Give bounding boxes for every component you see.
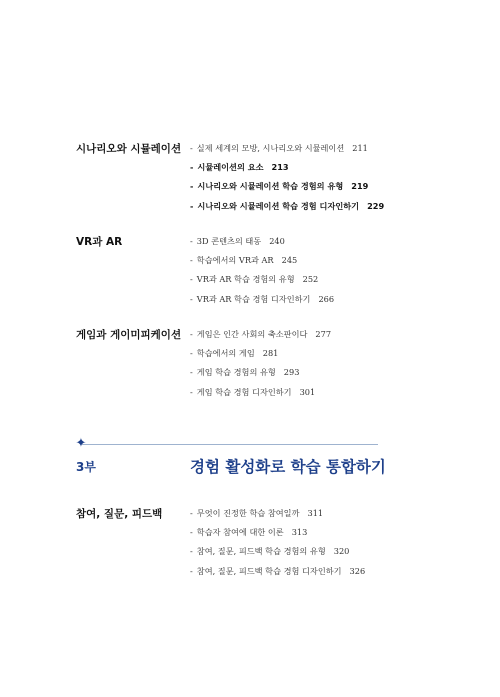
- entry-page: 245: [281, 255, 298, 266]
- toc-entry: - 참여, 질문, 피드백 학습 경험의 유형 320: [190, 546, 350, 557]
- entry-page: 281: [262, 348, 279, 359]
- entry-text: 시뮬레이션의 요소: [197, 162, 264, 173]
- toc-entry: - 학습에서의 VR과 AR 245: [190, 255, 298, 266]
- entry-text: 참여, 질문, 피드백 학습 경험 디자인하기: [196, 565, 342, 576]
- entry-page: 313: [291, 527, 308, 538]
- toc-entry: - 학습자 참여에 대한 이론 313: [190, 527, 308, 538]
- section-list: [190, 234, 334, 311]
- toc-entry: - VR과 AR 학습 경험의 유형 252: [190, 274, 319, 285]
- chapter-title: 시나리오와 시뮬레이션: [76, 143, 182, 155]
- section-list: [190, 327, 331, 404]
- toc-entry: - 게임은 인간 사회의 축소판이다 277: [190, 329, 332, 339]
- toc-entry: - 게임 학습 경험의 유형 293: [190, 367, 300, 378]
- entry-text: 3D 콘텐츠의 태동: [196, 236, 262, 246]
- toc-entry: - 3D 콘텐츠의 태동 240: [190, 236, 285, 246]
- chapter-title: VR과 AR: [76, 236, 123, 248]
- entry-text: 학습에서의 게임: [196, 348, 255, 359]
- section-list: [190, 141, 384, 218]
- entry-page: 240: [269, 236, 285, 246]
- entry-page: 211: [352, 143, 368, 153]
- entry-page: 252: [302, 274, 319, 285]
- entry-text: 학습에서의 VR과 AR: [196, 255, 274, 266]
- toc-entry: - 시나리오와 시뮬레이션 학습 경험의 유형 219: [190, 181, 369, 192]
- entry-text: 게임 학습 경험의 유형: [196, 367, 276, 378]
- chapter-title: 게임과 게이미피케이션: [76, 329, 182, 341]
- entry-page: 301: [299, 386, 316, 397]
- entry-text: 참여, 질문, 피드백 학습 경험의 유형: [196, 546, 326, 557]
- entry-page: 320: [333, 546, 350, 557]
- entry-text: 시나리오와 시뮬레이션 학습 경험의 유형: [197, 181, 344, 192]
- entry-text: 학습자 참여에 대한 이론: [196, 527, 284, 538]
- toc-entry: - 학습에서의 게임 281: [190, 348, 279, 359]
- entry-text: VR과 AR 학습 경험 디자인하기: [196, 293, 311, 304]
- entry-text: 게임 학습 경험 디자인하기: [196, 386, 292, 397]
- toc-entry: - VR과 AR 학습 경험 디자인하기 266: [190, 293, 335, 304]
- entry-page: 293: [283, 367, 300, 378]
- star-icon: ✦: [75, 436, 87, 451]
- entry-page: 266: [318, 293, 335, 304]
- section-list: [190, 506, 365, 583]
- toc-entry: - 참여, 질문, 피드백 학습 경험 디자인하기 326: [190, 565, 366, 576]
- entry-page: 219: [351, 181, 369, 192]
- toc-entry: - 시나리오와 시뮬레이션 학습 경험 디자인하기 229: [190, 200, 385, 211]
- entry-page: 229: [367, 200, 385, 211]
- entry-page: 277: [315, 329, 332, 339]
- toc-entry: - 게임 학습 경험 디자인하기 301: [190, 386, 316, 397]
- entry-text: 무엇이 진정한 학습 참여일까: [196, 508, 300, 518]
- entry-text: 시나리오와 시뮬레이션 학습 경험 디자인하기: [197, 200, 360, 211]
- entry-text: VR과 AR 학습 경험의 유형: [196, 274, 295, 285]
- entry-page: 326: [349, 565, 366, 576]
- part-title: 경험 활성화로 학습 통합하기: [190, 458, 386, 476]
- toc-entry: - 실제 세계의 모방, 시나리오와 시뮬레이션 211: [190, 143, 368, 153]
- entry-page: 311: [307, 508, 324, 518]
- toc-entry: - 무엇이 진정한 학습 참여일까 311: [190, 508, 324, 518]
- toc-entry: - 시뮬레이션의 요소 213: [190, 162, 289, 173]
- entry-text: 실제 세계의 모방, 시나리오와 시뮬레이션: [196, 143, 345, 153]
- chapter-title: 참여, 질문, 피드백: [76, 508, 163, 520]
- entry-text: 게임은 인간 사회의 축소판이다: [196, 329, 308, 339]
- part-divider-rule: [82, 444, 378, 445]
- entry-page: 213: [271, 162, 289, 173]
- part-label: 3부: [76, 460, 96, 474]
